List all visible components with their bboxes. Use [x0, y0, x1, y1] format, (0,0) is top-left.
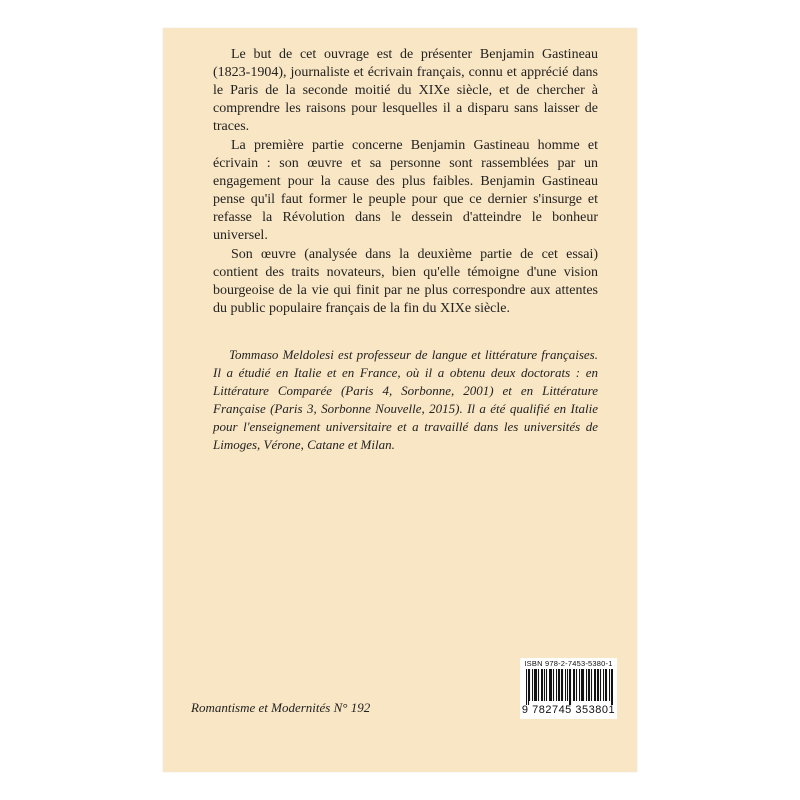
- barcode-bar: [589, 669, 590, 701]
- barcode-bar: [611, 669, 612, 705]
- barcode-bar: [591, 669, 592, 701]
- barcode-bars: [526, 669, 613, 705]
- summary-paragraph-2: La première partie concerne Benjamin Gastineau homme et écrivain : son œuvre et sa personne sont rassemblées par un engagement pour la cause des plus faibles. Benjamin Gastineau pense qu'il faut former le peuple pour que ce dernier s'insurge et refasse la Révolution dans le dessein d'atteindre le bonheur universel.: [213, 138, 598, 243]
- barcode-bar: [594, 669, 595, 701]
- barcode-bar: [597, 669, 598, 701]
- barcode-bar: [561, 669, 562, 701]
- barcode-bar: [528, 669, 529, 705]
- barcode-bar: [581, 669, 582, 701]
- barcode-bar: [576, 669, 577, 701]
- author-bio: Tommaso Meldolesi est professeur de langue et littérature françaises. Il a étudié en Italie et en France, où il a obtenu deux doctorats : en Littérature Comparée (Paris 4, Sorbonne, 2001) et en Littérature Française (Paris 3, Sorbonne Nouvelle, 2015). Il a été qualifié en Italie pour l'enseignement universitaire et a travaillé dans les universités de Limoges, Vérone, Catane et Milan.: [213, 347, 598, 452]
- barcode-bar: [573, 669, 574, 701]
- barcode-bar: [586, 669, 587, 701]
- isbn-label: ISBN 978-2-7453-5380-1: [524, 659, 613, 668]
- barcode-bar: [562, 669, 563, 701]
- barcode-digits: 9 782745 353801: [521, 704, 616, 716]
- barcode-bar: [538, 669, 539, 701]
- barcode-bar: [595, 669, 596, 701]
- barcode-bar: [529, 669, 530, 701]
- barcode-bar: [550, 669, 551, 701]
- barcode-bar: [556, 669, 557, 701]
- barcode-bar: [532, 669, 533, 701]
- barcode-bar: [582, 669, 583, 701]
- barcode-bar: [600, 669, 601, 701]
- isbn-barcode: [520, 658, 617, 719]
- barcode-bar: [598, 669, 599, 701]
- barcode-bar: [558, 669, 559, 701]
- barcode-bar: [609, 669, 610, 701]
- summary-text: [213, 46, 598, 318]
- barcode-bar: [579, 669, 580, 701]
- summary-paragraph-1: Le but de cet ouvrage est de présenter Benjamin Gastineau (1823-1904), journaliste et écrivain français, connu et apprécié dans le Paris de la seconde moitié du XIXe siècle, et de chercher à comprendre les raisons pour lesquelles il a disparu sans laisser de traces.: [213, 47, 598, 134]
- summary-paragraph-3: Son œuvre (analysée dans la deuxième partie de cet essai) contient des traits novateurs, bien qu'elle témoigne d'une vision bourgeoise de la vie qui finit par ne plus correspondre aux attentes du public populaire français de la fin du XIXe siècle.: [213, 247, 598, 316]
- barcode-bar: [588, 669, 589, 701]
- barcode-bar: [551, 669, 552, 701]
- barcode-bar: [544, 669, 545, 701]
- barcode-bar: [536, 669, 537, 701]
- barcode-bar: [612, 669, 613, 705]
- barcode-bar: [549, 669, 550, 701]
- barcode-bar: [541, 669, 542, 701]
- barcode-bar: [574, 669, 575, 701]
- barcode-bar: [535, 669, 536, 701]
- barcode-bar: [559, 669, 560, 701]
- back-cover: [163, 28, 637, 772]
- barcode-bar: [567, 669, 568, 701]
- barcode-bar: [605, 669, 606, 701]
- barcode-bar: [546, 669, 547, 701]
- barcode-bar: [553, 669, 554, 701]
- series-title: Romantisme et Modernités N° 192: [191, 700, 371, 715]
- barcode-bar: [570, 669, 571, 705]
- barcode-bar: [603, 669, 604, 701]
- barcode-bar: [526, 669, 527, 705]
- barcode-bar: [534, 669, 535, 701]
- barcode-bar: [569, 669, 570, 705]
- barcode-bar: [542, 669, 543, 701]
- barcode-bar: [606, 669, 607, 701]
- barcode-bar: [583, 669, 584, 701]
- barcode-bar: [565, 669, 566, 701]
